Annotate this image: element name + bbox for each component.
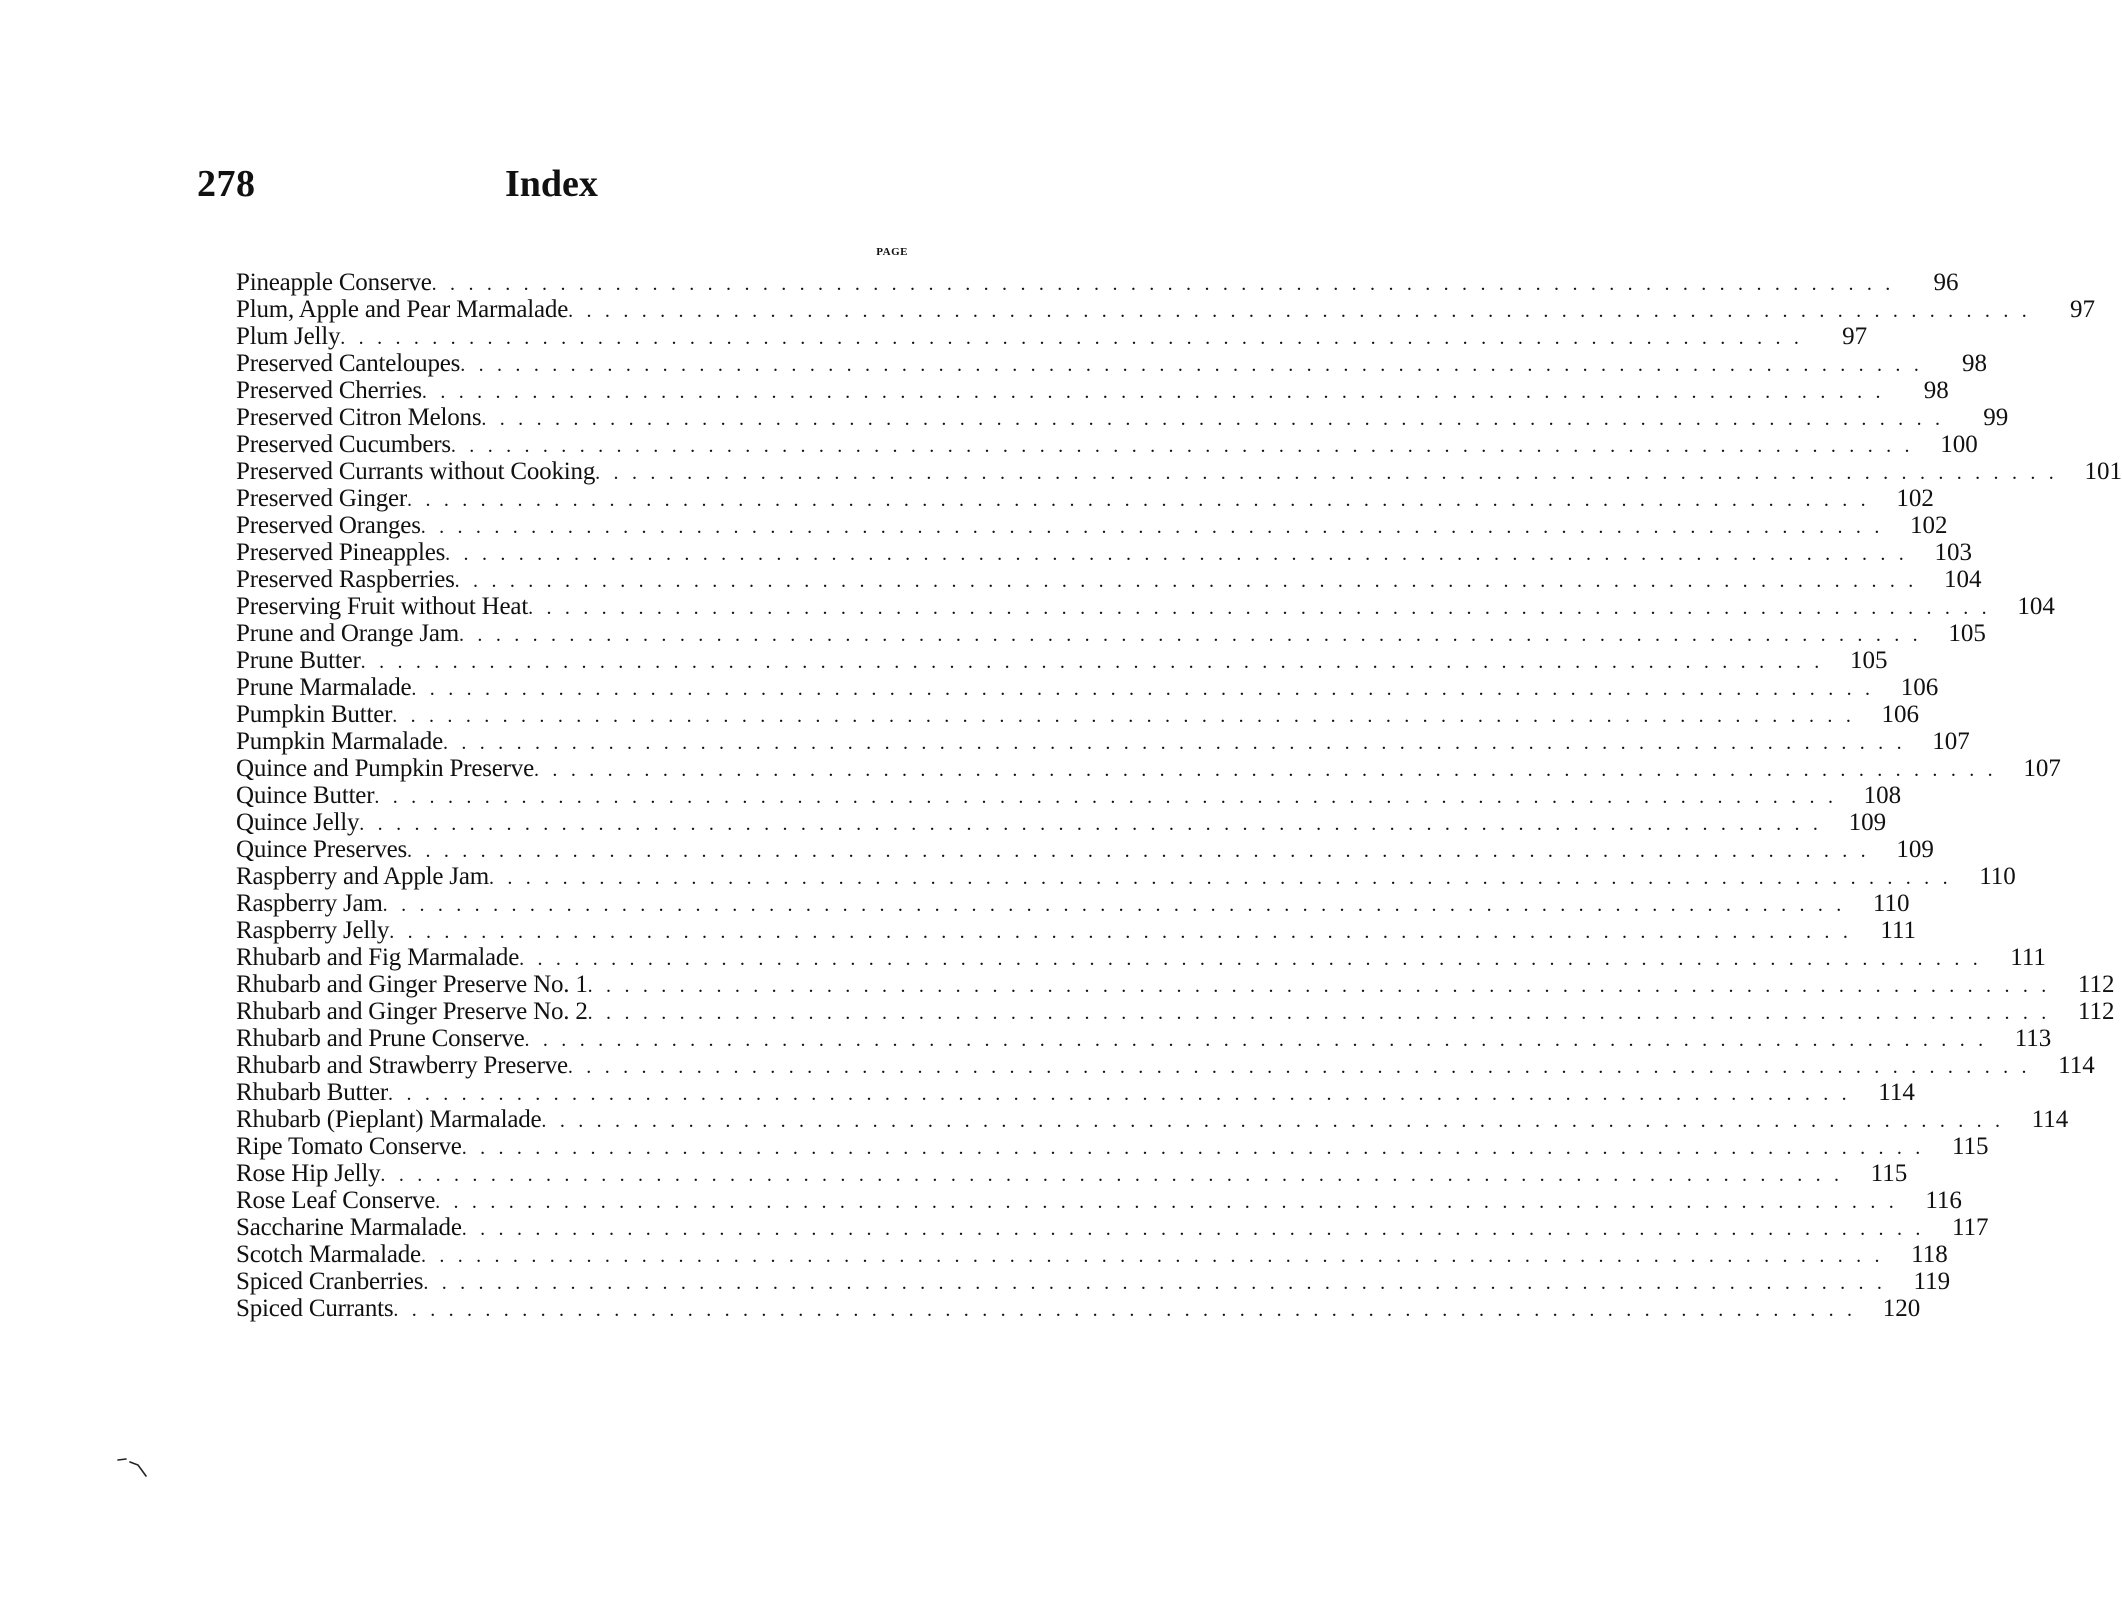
index-entry (236, 350, 1988, 377)
entry-page-number: 116 (1925, 1187, 1962, 1214)
entry-page-number: 109 (1848, 809, 1887, 836)
entry-title: Preserved Ginger (236, 485, 408, 512)
entry-title: Prune Butter (236, 647, 361, 674)
entry-page-number: 114 (2031, 1106, 2069, 1133)
entry-title: Plum, Apple and Pear Marmalade (236, 296, 569, 323)
index-entry (236, 539, 1972, 566)
entry-page-number: 107 (1932, 728, 1970, 755)
entry-page-number: 111 (2010, 944, 2046, 971)
dot-leader: . . . . . . . . . . . . . . . . . . . . . . . . . . . . . . . . . . . . . . . . . . . . . . . . . . . . . . . . . . . . . . . . . . . . . . . . . . . . . . . . (407, 489, 1870, 511)
entry-page-number: 100 (1940, 431, 1978, 458)
index-entry (236, 728, 1970, 755)
entry-page-number: 115 (1951, 1133, 1989, 1160)
dot-leader: . . . . . . . . . . . . . . . . . . . . . . . . . . . . . . . . . . . . . . . . . . . . . . . . . . . . . . . . . . . . . . . . . . . . . . . . . . . . . . . . (460, 354, 1924, 376)
entry-title: Rhubarb and Ginger Preserve No. 2 (236, 998, 588, 1025)
index-entries (236, 269, 2122, 1322)
entry-title: Preserved Currants without Cooking (236, 458, 596, 485)
index-entry (236, 1025, 2052, 1052)
dot-leader: . . . . . . . . . . . . . . . . . . . . . . . . . . . . . . . . . . . . . . . . . . . . . . . . . . . . . . . . . . . . . . . . . . . . . . . . . . . . . . . . (360, 651, 1824, 673)
dot-leader: . . . . . . . . . . . . . . . . . . . . . . . . . . . . . . . . . . . . . . . . . . . . . . . . . . . . . . . . . . . . . . . . . . . . . . . . . . . . . . . . (587, 975, 2051, 997)
index-entry (236, 269, 1959, 296)
entry-page-number: 110 (1872, 890, 1910, 917)
entry-page-number: 103 (1934, 539, 1972, 566)
dot-leader: . . . . . . . . . . . . . . . . . . . . . . . . . . . . . . . . . . . . . . . . . . . . . . . . . . . . . . . . . . . . . . . . . . . . . . . . . . . . . . . . (374, 786, 1838, 808)
dot-leader: . . . . . . . . . . . . . . . . . . . . . . . . . . . . . . . . . . . . . . . . . . . . . . . . . . . . . . . . . . . . . . . . . . . . . . . . . . . . . . . . (382, 894, 1846, 916)
entry-page-number: 102 (1896, 485, 1934, 512)
index-entry (236, 1268, 1951, 1295)
dot-leader: . . . . . . . . . . . . . . . . . . . . . . . . . . . . . . . . . . . . . . . . . . . . . . . . . . . . . . . . . . . . . . . . . . . . . . . . . . . . . . . . (421, 381, 1885, 403)
dot-leader: . . . . . . . . . . . . . . . . . . . . . . . . . . . . . . . . . . . . . . . . . . . . . . . . . . . . . . . . . . . . . . . . . . . . . . . . . . . . . . . . (534, 759, 1997, 781)
entry-page-number: 99 (1983, 404, 2009, 431)
dot-leader: . . . . . . . . . . . . . . . . . . . . . . . . . . . . . . . . . . . . . . . . . . . . . . . . . . . . . . . . . . . . . . . . . . . . . . . . . . . . . . . . (407, 840, 1870, 862)
page-number: 278 (197, 163, 256, 205)
entry-title: Quince Butter (236, 782, 375, 809)
dot-leader: . . . . . . . . . . . . . . . . . . . . . . . . . . . . . . . . . . . . . . . . . . . . . . . . . . . . . . . . . . . . . . . . . . . . . . . . . . . . . . . . (380, 1164, 1844, 1186)
entry-page-number: 120 (1882, 1295, 1921, 1322)
entry-title: Preserved Cucumbers (236, 431, 451, 458)
entry-title: Spiced Cranberries (236, 1268, 424, 1295)
dot-leader: . . . . . . . . . . . . . . . . . . . . . . . . . . . . . . . . . . . . . . . . . . . . . . . . . . . . . . . . . . . . . . . . . . . . . . . . . . . . . . . . (431, 273, 1895, 295)
dot-leader: . . . . . . . . . . . . . . . . . . . . . . . . . . . . . . . . . . . . . . . . . . . . . . . . . . . . . . . . . . . . . . . . . . . . . . . . . . . . . . . . (445, 543, 1908, 565)
index-entry (236, 485, 1934, 512)
entry-page-number: 111 (1880, 917, 1917, 944)
entry-page-number: 106 (1900, 674, 1939, 701)
entry-page-number: 98 (1962, 350, 1988, 377)
entry-title: Pumpkin Butter (236, 701, 393, 728)
entry-page-number: 107 (2023, 755, 2061, 782)
entry-title: Preserved Raspberries (236, 566, 455, 593)
entry-page-number: 96 (1933, 269, 1959, 296)
index-entry (236, 1295, 1921, 1322)
dot-leader: . . . . . . . . . . . . . . . . . . . . . . . . . . . . . . . . . . . . . . . . . . . . . . . . . . . . . . . . . . . . . . . . . . . . . . . . . . . . . . . . (411, 678, 1875, 700)
entry-page-number: 118 (1911, 1241, 1948, 1268)
entry-title: Ripe Tomato Conserve (236, 1133, 462, 1160)
entry-title: Rhubarb Butter (236, 1079, 389, 1106)
entry-page-number: 98 (1923, 377, 1949, 404)
index-entry (236, 323, 1868, 350)
dot-leader: . . . . . . . . . . . . . . . . . . . . . . . . . . . . . . . . . . . . . . . . . . . . . . . . . . . . . . . . . . . . . . . . . . . . . . . . . . . . . . . . (528, 597, 1991, 619)
entry-page-number: 115 (1870, 1160, 1908, 1187)
index-entry (236, 1214, 1989, 1241)
entry-page-number: 113 (2014, 1025, 2052, 1052)
entry-title: Raspberry and Apple Jam (236, 863, 489, 890)
index-entry (236, 1187, 1962, 1214)
entry-title: Rhubarb (Pieplant) Marmalade (236, 1106, 542, 1133)
entry-title: Rhubarb and Fig Marmalade (236, 944, 520, 971)
entry-page-number: 109 (1896, 836, 1934, 863)
entry-page-number: 110 (1979, 863, 2016, 890)
entry-title: Quince and Pumpkin Preserve (236, 755, 535, 782)
entry-page-number: 106 (1881, 701, 1920, 728)
index-entry (236, 458, 2122, 485)
dot-leader: . . . . . . . . . . . . . . . . . . . . . . . . . . . . . . . . . . . . . . . . . . . . . . . . . . . . . . . . . . . . . . . . . . . . . . . . . . . . . . . . (568, 300, 2031, 322)
dot-leader: . . . . . . . . . . . . . . . . . . . . . . . . . . . . . . . . . . . . . . . . . . . . . . . . . . . . . . . . . . . . . . . . . . . . . . . . . . . . . . . . (420, 516, 1884, 538)
dot-leader: . . . . . . . . . . . . . . . . . . . . . . . . . . . . . . . . . . . . . . . . . . . . . . . . . . . . . . . . . . . . . . . . . . . . . . . . . . . . . . . . (524, 1029, 1988, 1051)
entry-title: Rhubarb and Strawberry Preserve (236, 1052, 568, 1079)
dot-leader: . . . . . . . . . . . . . . . . . . . . . . . . . . . . . . . . . . . . . . . . . . . . . . . . . . . . . . . . . . . . . . . . . . . . . . . . . . . . . . . . (389, 921, 1853, 943)
dot-leader: . . . . . . . . . . . . . . . . . . . . . . . . . . . . . . . . . . . . . . . . . . . . . . . . . . . . . . . . . . . . . . . . . . . . . . . . . . . . . . . . (541, 1110, 2005, 1132)
dot-leader: . . . . . . . . . . . . . . . . . . . . . . . . . . . . . . . . . . . . . . . . . . . . . . . . . . . . . . . . . . . . . . . . . . . . . . . . . . . . . . . . (454, 570, 1918, 592)
dot-leader: . . . . . . . . . . . . . . . . . . . . . . . . . . . . . . . . . . . . . . . . . . . . . . . . . . . . . . . . . . . . . . . . . . . . . . . . . . . . . . . . (393, 1299, 1857, 1321)
entry-title: Spiced Currants (236, 1295, 394, 1322)
dot-leader: . . . . . . . . . . . . . . . . . . . . . . . . . . . . . . . . . . . . . . . . . . . . . . . . . . . . . . . . . . . . . . . . . . . . . . . . . . . . . . . . (392, 705, 1856, 727)
index-entry (236, 620, 1986, 647)
entry-page-number: 105 (1948, 620, 1986, 647)
index-entry (236, 971, 2115, 998)
dot-leader: . . . . . . . . . . . . . . . . . . . . . . . . . . . . . . . . . . . . . . . . . . . . . . . . . . . . . . . . . . . . . . . . . . . . . . . . . . . . . . . . (359, 813, 1823, 835)
dot-leader: . . . . . . . . . . . . . . . . . . . . . . . . . . . . . . . . . . . . . . . . . . . . . . . . . . . . . . . . . . . . . . . . . . . . . . . . . . . . . . . . (519, 948, 1982, 970)
page-column-header: PAGE (876, 246, 908, 258)
entry-title: Preserved Cherries (236, 377, 422, 404)
index-entry (236, 377, 1949, 404)
index-entry (236, 863, 2016, 890)
entry-title: Preserved Oranges (236, 512, 421, 539)
index-entry (236, 1160, 1908, 1187)
dot-leader: . . . . . . . . . . . . . . . . . . . . . . . . . . . . . . . . . . . . . . . . . . . . . . . . . . . . . . . . . . . . . . . . . . . . . . . . . . . . . . . . (423, 1272, 1887, 1294)
entry-page-number: 119 (1913, 1268, 1951, 1295)
dot-leader: . . . . . . . . . . . . . . . . . . . . . . . . . . . . . . . . . . . . . . . . . . . . . . . . . . . . . . . . . . . . . . . . . . . . . . . . . . . . . . . . (461, 1137, 1925, 1159)
index-entry (236, 512, 1948, 539)
entry-title: Pineapple Conserve (236, 269, 432, 296)
entry-title: Pumpkin Marmalade (236, 728, 443, 755)
entry-title: Raspberry Jam (236, 890, 383, 917)
entry-title: Plum Jelly (236, 323, 341, 350)
index-entry (236, 1106, 2069, 1133)
index-entry (236, 674, 1939, 701)
entry-page-number: 117 (1951, 1214, 1989, 1241)
index-entry (236, 944, 2046, 971)
entry-page-number: 114 (2058, 1052, 2095, 1079)
entry-title: Saccharine Marmalade (236, 1214, 462, 1241)
index-entry (236, 566, 1982, 593)
index-entry (236, 593, 2055, 620)
index-entry (236, 1133, 1989, 1160)
entry-title: Preserved Pineapples (236, 539, 446, 566)
entry-title: Quince Jelly (236, 809, 360, 836)
entry-title: Rhubarb and Ginger Preserve No. 1 (236, 971, 588, 998)
dot-leader: . . . . . . . . . . . . . . . . . . . . . . . . . . . . . . . . . . . . . . . . . . . . . . . . . . . . . . . . . . . . . . . . . . . . . . . . . . . . . . . . (340, 327, 1804, 349)
index-entry (236, 1079, 1915, 1106)
dot-leader: . . . . . . . . . . . . . . . . . . . . . . . . . . . . . . . . . . . . . . . . . . . . . . . . . . . . . . . . . . . . . . . . . . . . . . . . . . . . . . . . (461, 1218, 1925, 1240)
entry-page-number: 104 (2017, 593, 2055, 620)
entry-title: Preserved Canteloupes (236, 350, 461, 377)
index-entry (236, 755, 2061, 782)
entry-title: Prune Marmalade (236, 674, 412, 701)
index-entry (236, 647, 1888, 674)
entry-page-number: 105 (1849, 647, 1888, 674)
dot-leader: . . . . . . . . . . . . . . . . . . . . . . . . . . . . . . . . . . . . . . . . . . . . . . . . . . . . . . . . . . . . . . . . . . . . . . . . . . . . . . . . (459, 624, 1922, 646)
dot-leader: . . . . . . . . . . . . . . . . . . . . . . . . . . . . . . . . . . . . . . . . . . . . . . . . . . . . . . . . . . . . . . . . . . . . . . . . . . . . . . . . (388, 1083, 1851, 1105)
page-title: Index (505, 163, 598, 205)
entry-page-number: 104 (1943, 566, 1982, 593)
index-entry (236, 431, 1978, 458)
entry-page-number: 114 (1878, 1079, 1915, 1106)
entry-title: Preserved Citron Melons (236, 404, 482, 431)
entry-page-number: 102 (1910, 512, 1948, 539)
dot-leader: . . . . . . . . . . . . . . . . . . . . . . . . . . . . . . . . . . . . . . . . . . . . . . . . . . . . . . . . . . . . . . . . . . . . . . . . . . . . . . . . (450, 435, 1914, 457)
dot-leader: . . . . . . . . . . . . . . . . . . . . . . . . . . . . . . . . . . . . . . . . . . . . . . . . . . . . . . . . . . . . . . . . . . . . . . . . . . . . . . . . (595, 462, 2058, 484)
index-entry (236, 1052, 2095, 1079)
index-entry (236, 836, 1934, 863)
dot-leader: . . . . . . . . . . . . . . . . . . . . . . . . . . . . . . . . . . . . . . . . . . . . . . . . . . . . . . . . . . . . . . . . . . . . . . . . . . . . . . . . (488, 867, 1952, 889)
index-entry (236, 809, 1887, 836)
index-entry (236, 1241, 1948, 1268)
dot-leader: . . . . . . . . . . . . . . . . . . . . . . . . . . . . . . . . . . . . . . . . . . . . . . . . . . . . . . . . . . . . . . . . . . . . . . . . . . . . . . . . (481, 408, 1945, 430)
index-entry (236, 296, 2095, 323)
index-entry (236, 701, 1920, 728)
entry-page-number: 97 (1842, 323, 1868, 350)
entry-title: Rose Leaf Conserve (236, 1187, 436, 1214)
entry-title: Rose Hip Jelly (236, 1160, 381, 1187)
dot-leader: . . . . . . . . . . . . . . . . . . . . . . . . . . . . . . . . . . . . . . . . . . . . . . . . . . . . . . . . . . . . . . . . . . . . . . . . . . . . . . . . (567, 1056, 2031, 1078)
entry-title: Raspberry Jelly (236, 917, 390, 944)
scan-mark-decoration (116, 1454, 156, 1484)
entry-page-number: 101 (2084, 458, 2122, 485)
dot-leader: . . . . . . . . . . . . . . . . . . . . . . . . . . . . . . . . . . . . . . . . . . . . . . . . . . . . . . . . . . . . . . . . . . . . . . . . . . . . . . . . (420, 1245, 1884, 1267)
index-entry (236, 890, 1910, 917)
dot-leader: . . . . . . . . . . . . . . . . . . . . . . . . . . . . . . . . . . . . . . . . . . . . . . . . . . . . . . . . . . . . . . . . . . . . . . . . . . . . . . . . (442, 732, 1906, 754)
index-entry (236, 917, 1917, 944)
entry-page-number: 112 (2077, 971, 2115, 998)
entry-page-number: 97 (2069, 296, 2095, 323)
entry-title: Preserving Fruit without Heat (236, 593, 529, 620)
entry-title: Quince Preserves (236, 836, 408, 863)
index-entry (236, 998, 2115, 1025)
dot-leader: . . . . . . . . . . . . . . . . . . . . . . . . . . . . . . . . . . . . . . . . . . . . . . . . . . . . . . . . . . . . . . . . . . . . . . . . . . . . . . . . (587, 1002, 2051, 1024)
index-entry (236, 404, 2009, 431)
index-entry (236, 782, 1902, 809)
entry-title: Prune and Orange Jam (236, 620, 460, 647)
entry-page-number: 108 (1863, 782, 1902, 809)
entry-title: Rhubarb and Prune Conserve (236, 1025, 525, 1052)
entry-title: Scotch Marmalade (236, 1241, 421, 1268)
entry-page-number: 112 (2077, 998, 2115, 1025)
dot-leader: . . . . . . . . . . . . . . . . . . . . . . . . . . . . . . . . . . . . . . . . . . . . . . . . . . . . . . . . . . . . . . . . . . . . . . . . . . . . . . . . (435, 1191, 1898, 1213)
